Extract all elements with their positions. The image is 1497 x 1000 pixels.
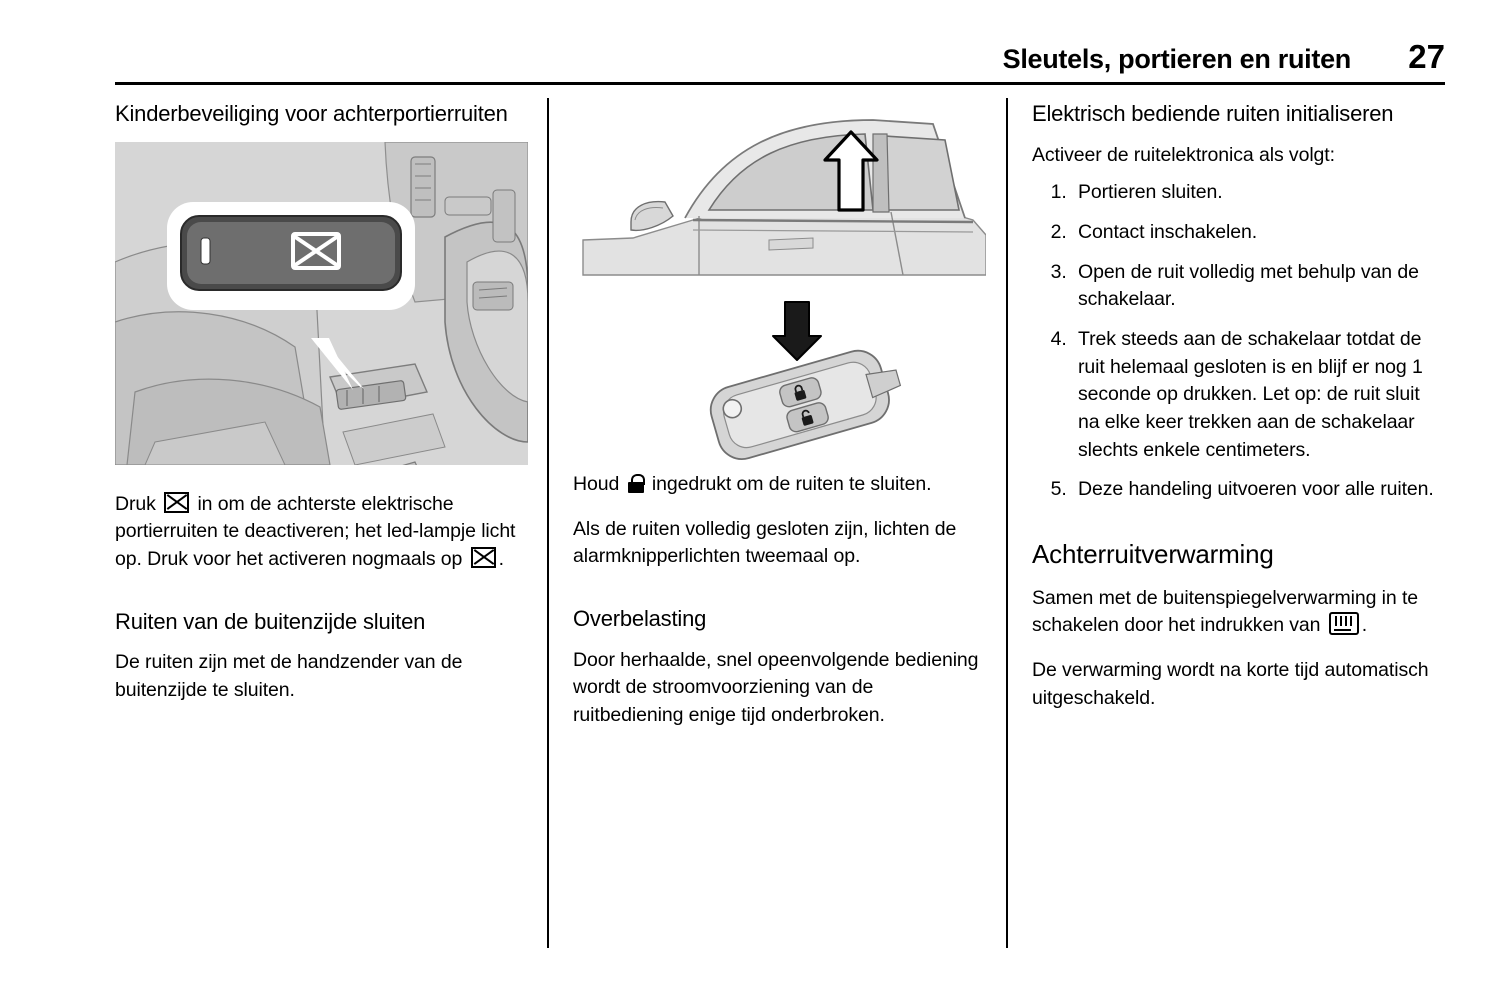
section-heading-childlock: Kinderbeveiliging voor achterportierruiten <box>115 101 508 126</box>
section-heading-close-outside: Ruiten van de buitenzijde sluiten <box>115 608 426 634</box>
paragraph-initialise-intro: Activeer de ruitelektronica als volgt: <box>1032 143 1335 166</box>
figure-child-lock-switch <box>115 142 528 465</box>
list-item: 5. Deze handeling uitvoeren voor alle ruiten. <box>1072 476 1445 504</box>
paragraph-overload: Door herhaalde, snel opeenvolgende bediening wordt de stroomvoorziening van de ruitbediening enige tijd onderbroken. <box>573 648 979 726</box>
section-heading-overload: Overbelasting <box>573 606 707 632</box>
list-item: 4. Trek steeds aan de schakelaar totdat de ruit helemaal gesloten is en blijf er nog 1 seconde op drukken. Let op: de ruit sluit na elke keer trekken aan de schakelaar slechts enkele centimeters. <box>1072 326 1445 464</box>
column-three <box>1032 100 1445 729</box>
paragraph-hazard-flash: Als de ruiten volledig gesloten zijn, lichten de alarmknipperlichten tweemaal op. <box>573 517 957 568</box>
header-divider <box>115 82 1445 85</box>
initialise-steps-list <box>1032 179 1445 504</box>
rear-window-lockout-icon <box>164 492 189 513</box>
rear-defrost-icon <box>1329 612 1359 635</box>
column-two <box>573 100 986 747</box>
paragraph-defrost-1: Samen met de buitenspiegelverwarming in te schakelen door het indrukken van . <box>1032 586 1419 637</box>
section-heading-initialise: Elektrisch bediende ruiten initialiseren <box>1032 101 1394 126</box>
paragraph-close-outside: De ruiten zijn met de handzender van de buitenzijde te sluiten. <box>115 651 463 701</box>
list-item: 1. Portieren sluiten. <box>1072 179 1445 207</box>
list-item: 2. Contact inschakelen. <box>1072 219 1445 247</box>
paragraph-defrost-2: De verwarming wordt na korte tijd automatisch uitgeschakeld. <box>1032 658 1429 709</box>
window-illustration-svg <box>573 100 986 300</box>
dashboard-illustration-svg <box>115 142 528 465</box>
lock-icon <box>628 474 644 493</box>
column-divider-2 <box>1006 98 1008 948</box>
section-heading-rear-defrost: Achterruitverwarming <box>1032 539 1274 570</box>
rear-window-lockout-icon <box>471 547 496 568</box>
paragraph-childlock: Druk in om de achterste elektrische portierruiten te deactiveren; het led-lampje licht op. Druk voor het activeren nogmaals op . <box>115 492 516 570</box>
page-title: Sleutels, portieren en ruiten <box>1002 44 1351 74</box>
column-one <box>115 100 528 721</box>
column-divider-1 <box>547 98 549 948</box>
page-number: 27 <box>1408 38 1445 75</box>
figure-window-closing <box>573 100 986 300</box>
callout-switch-detail <box>167 202 415 310</box>
key-fob-illustration-svg <box>573 300 986 465</box>
list-item: 3. Open de ruit volledig met behulp van de schakelaar. <box>1072 259 1445 314</box>
figure-key-fob <box>573 300 986 465</box>
page-header <box>115 38 1445 76</box>
paragraph-hold-lock: Houd ingedrukt om de ruiten te sluiten. <box>573 473 932 495</box>
